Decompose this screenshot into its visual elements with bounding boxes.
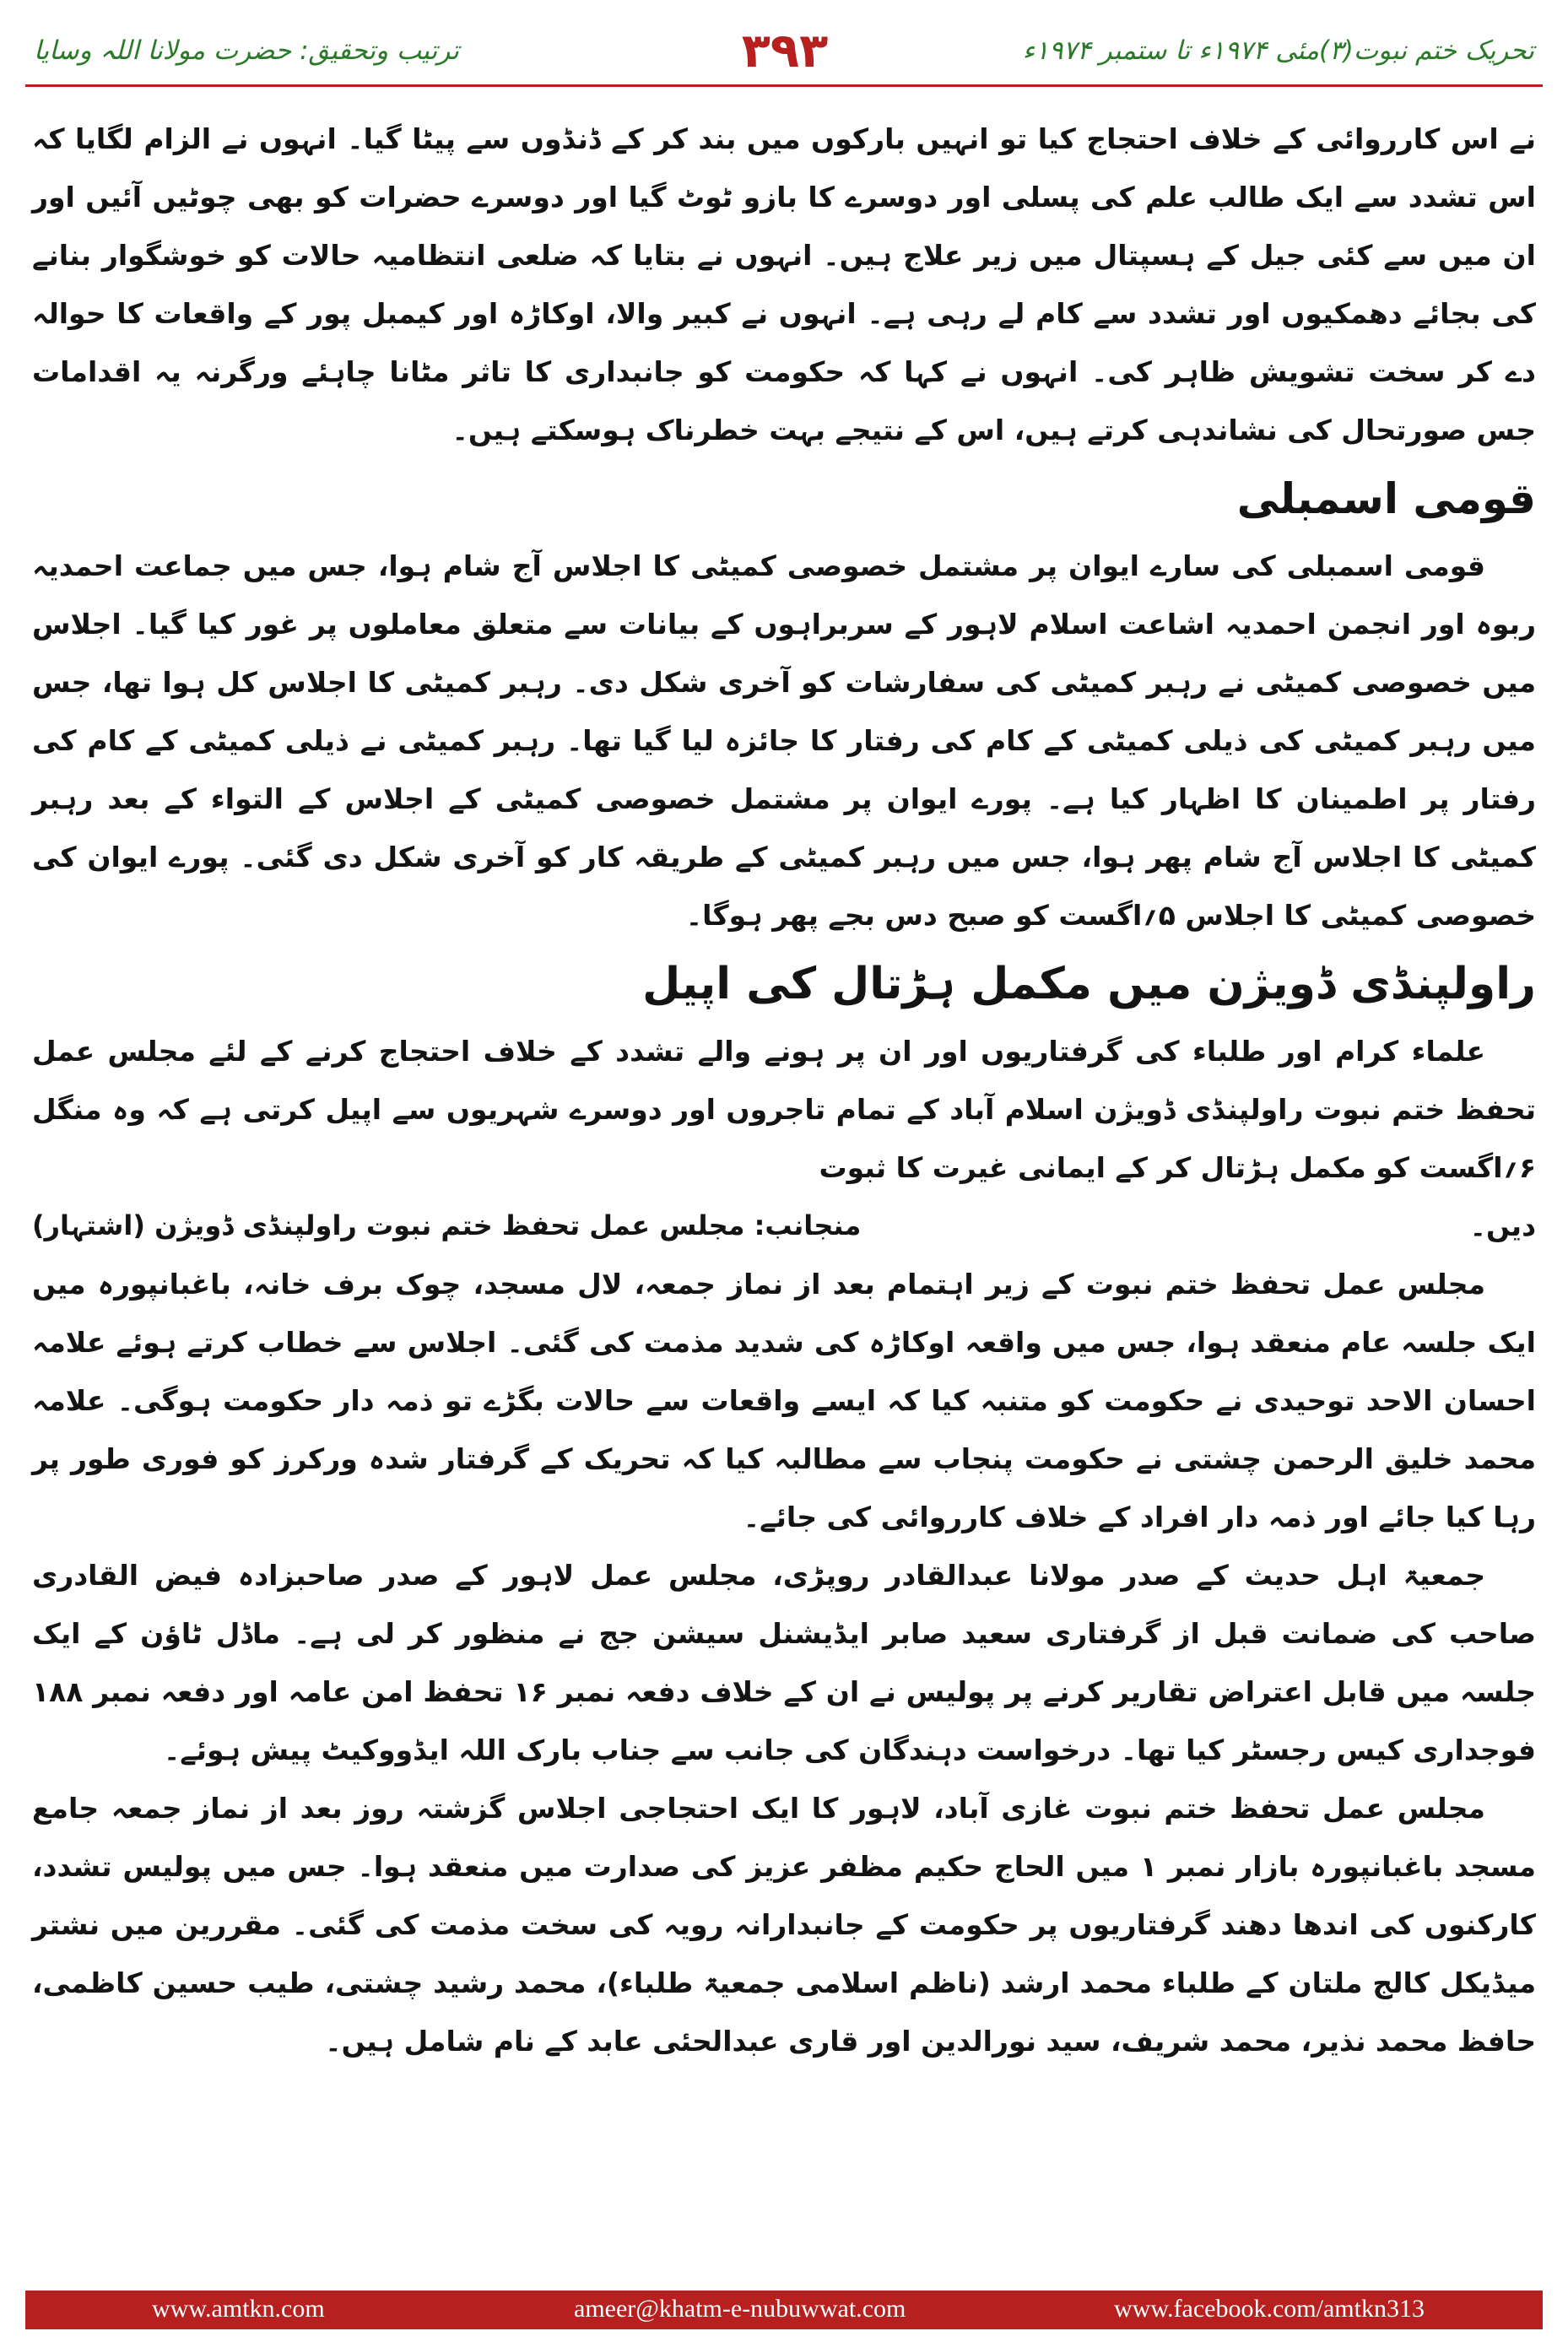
signature-row [32, 1197, 1536, 1255]
page-number: ۳۹۳ [741, 24, 829, 78]
paragraph-4: مجلس عمل تحفظ ختم نبوت کے زیر اہتمام بعد از نماز جمعہ، لال مسجد، چوک برف خانہ، باغبانپورہ میں ایک جلسہ عام منعقد ہوا، جس میں واقعہ اوکاڑہ کی شدید مذمت کی گئی۔ اجلاس سے خطاب کرتے ہوئے علامہ احسان الاحد توحیدی نے حکومت کو متنبہ کیا کہ ایسے واقعات سے حالات بگڑے تو ذمہ دار حکومت ہوگی۔ علامہ محمد خلیق الرحمن چشتی نے حکومت پنجاب سے مطالبہ کیا کہ تحریک کے گرفتار شدہ ورکرز کو فوری طور پر رہا کیا جائے اور ذمہ دار افراد کے خلاف کارروائی کی جائے۔ [32, 1268, 1536, 1533]
paragraph-5: جمعیۃ اہل حدیث کے صدر مولانا عبدالقادر روپڑی، مجلس عمل لاہور کے صدر صاحبزادہ فیض القادری صاحب کی ضمانت قبل از گرفتاری سعید صابر ایڈیشنل سیشن جج نے منظور کر لی ہے۔ ماڈل ٹاؤن کے ایک جلسہ میں قابل اعتراض تقاریر کرنے پر پولیس نے ان کے خلاف دفعہ نمبر ۱۶ تحفظ امن عامہ اور دفعہ نمبر ۱۸۸ فوجداری کیس رجسٹر کیا تھا۔ درخواست دہندگان کی جانب سے جناب بارک اللہ ایڈووکیٹ پیش ہوئے۔ [32, 1559, 1537, 1766]
paragraph-6: مجلس عمل تحفظ ختم نبوت غازی آباد، لاہور کا ایک احتجاجی اجلاس گزشتہ روز بعد از نماز جمعہ جامع مسجد باغبانپورہ بازار نمبر ۱ میں الحاج حکیم مظفر عزیز کی صدارت میں منعقد ہوا۔ جس میں پولیس تشدد، کارکنوں کی اندھا دھند گرفتاریوں پر حکومت کے جانبدارانہ رویہ کی سخت مذمت کی گئی۔ مقررین میں نشتر میڈیکل کالج ملتان کے طلباء محمد ارشد (ناظم اسلامی جمعیۃ طلباء)، محمد رشید چشتی، طیب حسین کاظمی، حافظ محمد نذیر، محمد شریف، سید نورالدین اور قاری عبدالحئی عابد کے نام شامل ہیں۔ [32, 1792, 1536, 2058]
paragraph-2: قومی اسمبلی کی سارے ایوان پر مشتمل خصوصی کمیٹی کا اجلاس آج شام ہوا، جس میں جماعت احمدیہ ربوہ اور انجمن احمدیہ اشاعت اسلام لاہور کے سربراہوں کے بیانات سے متعلق معاملوں پر غور کیا گیا۔ اجلاس میں خصوصی کمیٹی نے رہبر کمیٹی کی سفارشات کو آخری شکل دی۔ رہبر کمیٹی کا اجلاس کل ہوا تھا، جس میں رہبر کمیٹی کی ذیلی کمیٹی کے کام کی رفتار کا جائزہ لیا گیا تھا۔ رہبر کمیٹی نے ذیلی کمیٹی کے کام کی رفتار پر اطمینان کا اظہار کیا ہے۔ پورے ایوان پر مشتمل خصوصی کمیٹی کے اجلاس کے التواء کے بعد رہبر کمیٹی کا اجلاس آج شام پھر ہوا، جس میں رہبر کمیٹی کے طریقہ کار کو آخری شکل دی گئی۔ پورے ایوان کی خصوصی کمیٹی کا اجلاس ۵؍اگست کو صبح دس بجے پھر ہوگا۔ [32, 549, 1536, 932]
header-divider [25, 84, 1543, 87]
heading-national-assembly: قومی اسمبلی [1236, 474, 1536, 523]
page-header [25, 24, 1543, 83]
signature: منجانب: مجلس عمل تحفظ ختم نبوت راولپنڈی ڈویژن (اشتہار) [32, 1209, 862, 1241]
heading-strike-appeal: راولپنڈی ڈویژن میں مکمل ہڑتال کی اپیل [642, 959, 1536, 1009]
footer-website-link[interactable]: www.amtkn.com [152, 2295, 325, 2323]
header-book-title: تحریک ختم نبوت(۳)مئی ۱۹۷۴ء تا ستمبر ۱۹۷۴ء [1022, 35, 1534, 66]
footer-email-link[interactable]: ameer@khatm-e-nubuwwat.com [574, 2295, 906, 2323]
paragraph-1: نے اس کارروائی کے خلاف احتجاج کیا تو انہیں بارکوں میں بند کر کے ڈنڈوں سے پیٹا گیا۔ انہوں نے الزام لگایا کہ اس تشدد سے ایک طالب علم کی پسلی اور دوسرے کا بازو ٹوٹ گیا اور دوسرے حضرات کو بھی چوٹیں آئیں اور ان میں سے کئی جیل کے ہسپتال میں زیر علاج ہیں۔ انہوں نے بتایا کہ ضلعی انتظامیہ حالات کو خوشگوار بنانے کی بجائے دھمکیوں اور تشدد سے کام لے رہی ہے۔ انہوں نے کبیر والا، اوکاڑہ اور کیمبل پور کے واقعات کا حوالہ دے کر سخت تشویش ظاہر کی۔ انہوں نے کہا کہ حکومت کو جانبداری کا تاثر مٹانا چاہئے ورگرنہ یہ اقدامات جس صورتحال کی نشاندہی کرتے ہیں، اس کے نتیجے بہت خطرناک ہوسکتے ہیں۔ [32, 122, 1536, 446]
footer-facebook-link[interactable]: www.facebook.com/amtkn313 [1114, 2295, 1425, 2323]
paragraph-3-end: دیں۔ [1469, 1209, 1536, 1242]
footer-bar [25, 2291, 1543, 2329]
article-body [32, 110, 1536, 2270]
paragraph-3: علماء کرام اور طلباء کی گرفتاریوں اور ان پر ہونے والے تشدد کے خلاف احتجاج کرنے کے لئے مجلس عمل تحفظ ختم نبوت راولپنڈی ڈویژن اسلام آباد کے تمام تاجروں اور دوسرے شہریوں سے اپیل کرتی ہے کہ وہ منگل ۶؍اگست کو مکمل ہڑتال کر کے ایمانی غیرت کا ثبوت [32, 1035, 1536, 1184]
header-compiler: ترتیب وتحقیق: حضرت مولانا اللہ وسایا [34, 35, 460, 66]
